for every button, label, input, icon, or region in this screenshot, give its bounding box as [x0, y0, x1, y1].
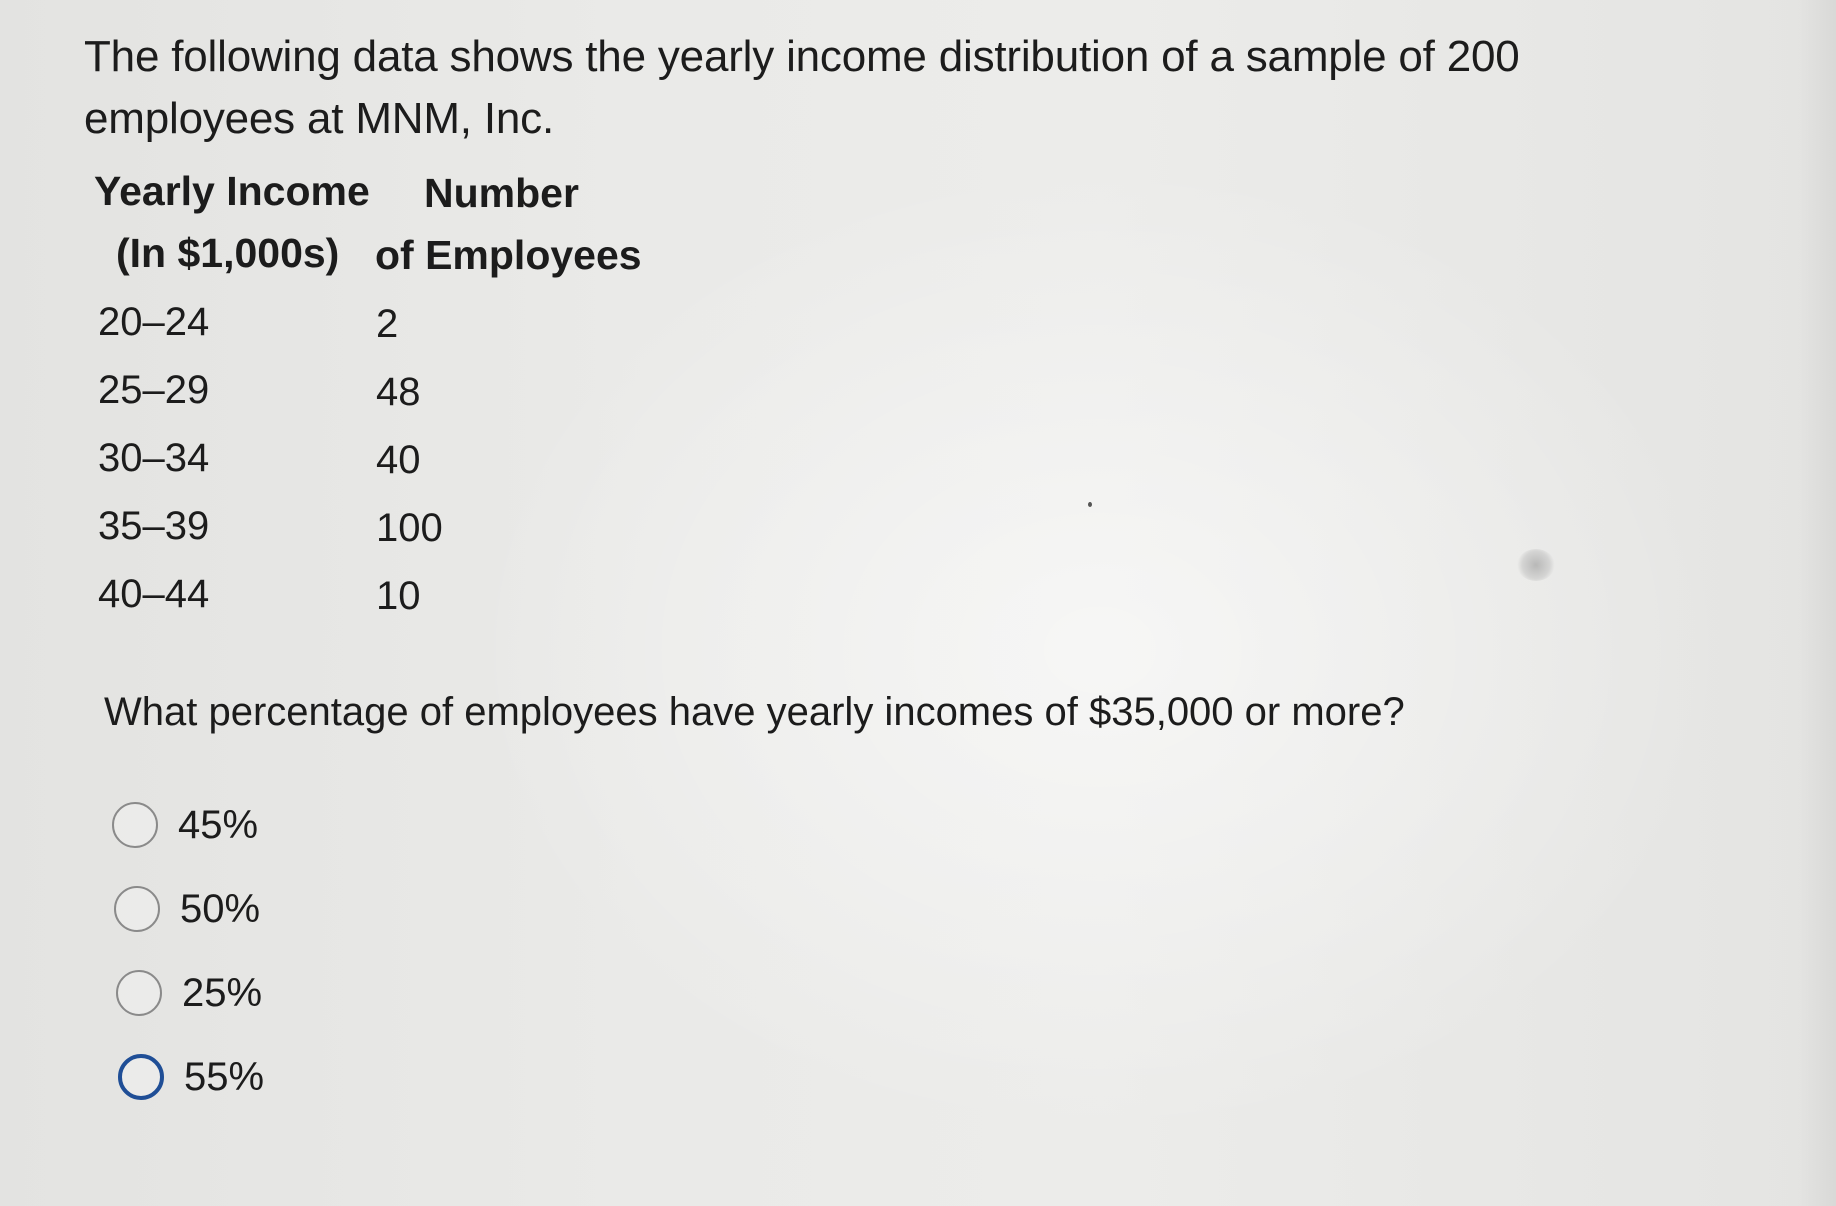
table-body — [92, 288, 692, 628]
option-label[interactable]: 25% — [182, 971, 263, 1015]
count-cell: 40 — [376, 438, 421, 482]
radio-button[interactable] — [112, 802, 158, 848]
intro-line-2: employees at MNM, Inc. — [84, 94, 554, 143]
income-cell: 40–44 — [98, 572, 210, 616]
count-cell: 2 — [376, 302, 399, 346]
option-label[interactable]: 50% — [180, 887, 261, 931]
income-cell: 35–39 — [98, 504, 210, 548]
col-income-header-1: Yearly Income — [94, 168, 370, 214]
count-cell: 10 — [376, 574, 421, 618]
radio-button[interactable] — [116, 970, 162, 1016]
income-cell: 20–24 — [98, 300, 210, 344]
table-row — [92, 560, 692, 628]
income-table — [92, 160, 692, 618]
screen-speck — [1088, 502, 1092, 507]
screen-smudge — [1517, 549, 1555, 581]
col-count-header-1: Number — [424, 170, 579, 216]
option-label[interactable]: 45% — [178, 803, 259, 847]
edge-shadow — [1796, 0, 1836, 1206]
income-cell: 25–29 — [98, 368, 210, 412]
table-row — [92, 356, 692, 424]
option-label[interactable]: 55% — [184, 1055, 265, 1099]
col-income-header-2: (In $1,000s) — [116, 230, 340, 276]
question-prompt: What percentage of employees have yearly incomes of $35,000 or more? — [104, 690, 1405, 734]
count-cell: 48 — [376, 370, 421, 414]
col-count-header-2: of Employees — [375, 232, 642, 278]
table-row — [92, 288, 692, 356]
question-intro — [84, 26, 1584, 150]
radio-button[interactable] — [114, 886, 160, 932]
income-cell: 30–34 — [98, 436, 210, 480]
table-header — [92, 160, 692, 284]
table-row — [92, 492, 692, 560]
count-cell: 100 — [376, 506, 443, 550]
intro-line-1: The following data shows the yearly income distribution of a sample of 200 — [84, 32, 1520, 81]
table-row — [92, 424, 692, 492]
radio-button-focused[interactable] — [118, 1054, 164, 1100]
